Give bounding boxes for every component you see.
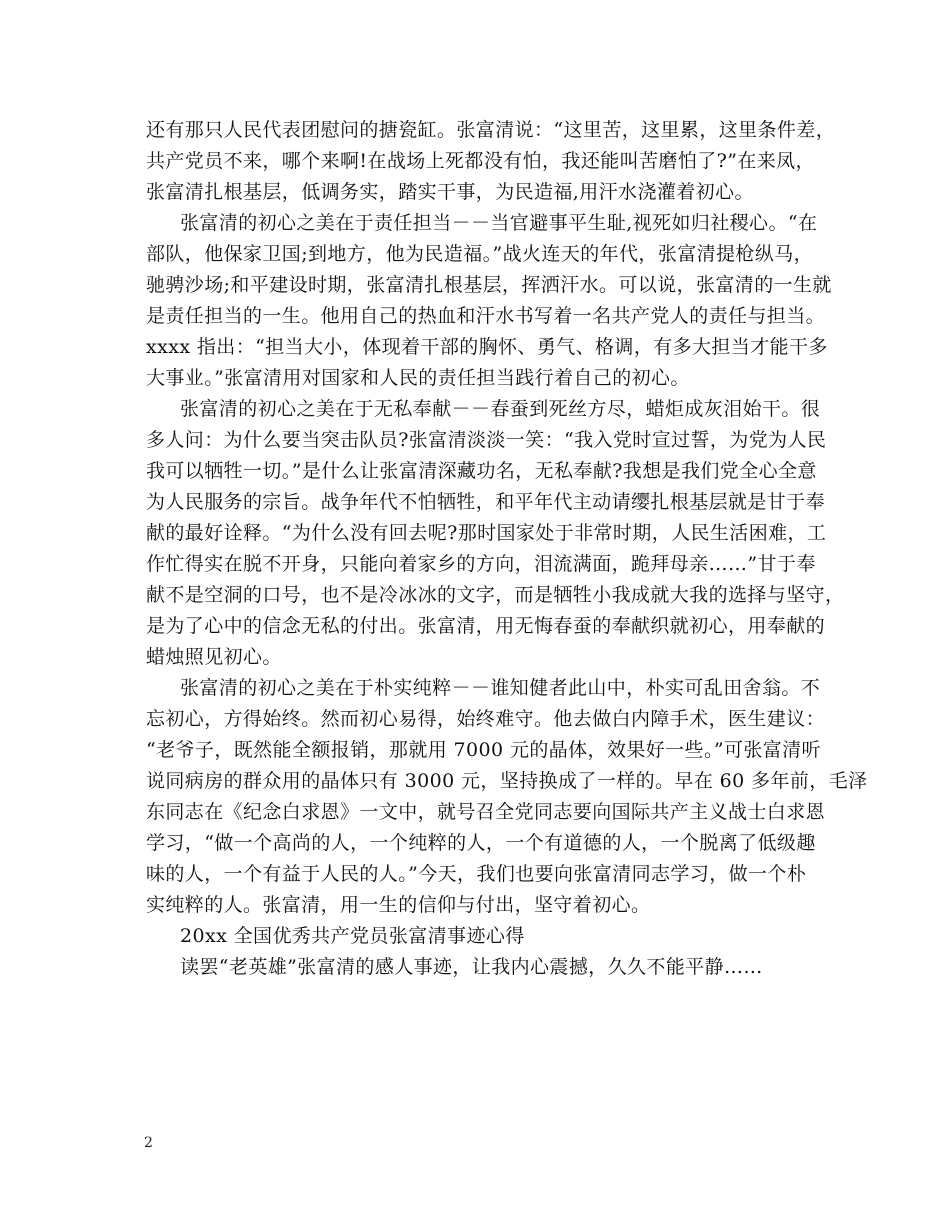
text-line: xxxx 指出：“担当大小，体现着干部的胸怀、勇气、格调，有多大担当才能干多: [146, 336, 828, 358]
text-line: 学习，“做一个高尚的人，一个纯粹的人，一个有道德的人，一个脱离了低级趣: [146, 832, 816, 854]
text-line: 还有那只人民代表团慰问的搪瓷缸。张富清说：“这里苦，这里累，这里条件差，: [146, 119, 836, 141]
text-line: 献不是空洞的口号，也不是冷冰冰的文字，而是牺牲小我成就大我的选择与坚守，: [146, 584, 845, 606]
text-line: 说同病房的群众用的晶体只有 3000 元，坚持换成了一样的。早在 60 多年前，毛泽: [146, 770, 868, 792]
paragraph-first-line: 张富清的初心之美在于无私奉献－－春蚕到死丝方尽，蜡炬成灰泪始干。很: [180, 398, 821, 420]
text-line: 多人问：为什么要当突击队员?张富清淡淡一笑：“我入党时宣过誓，为党为人民: [146, 429, 827, 451]
text-line: 驰骋沙场;和平建设时期，张富清扎根基层，挥洒汗水。可以说，张富清的一生就: [146, 274, 832, 296]
text-line: 张富清扎根基层，低调务实，踏实干事，为民造福,用汗水浇灌着初心。: [146, 181, 754, 203]
text-line: 大事业。”张富清用对国家和人民的责任担当践行着自己的初心。: [146, 367, 690, 389]
text-line: 献的最好诠释。“为什么没有回去呢?那时国家处于非常时期，人民生活困难，工: [146, 522, 827, 544]
text-line: 我可以牺牲一切。”是什么让张富清深藏功名，无私奉献?我想是我们党全心全意: [146, 460, 817, 482]
paragraph-first-line: 张富清的初心之美在于责任担当－－当官避事平生耻,视死如归社稷心。“在: [180, 212, 818, 234]
text-line: 蜡烛照见初心。: [146, 646, 282, 668]
text-line: 忘初心，方得始终。然而初心易得，始终难守。他去做白内障手术，医生建议：: [146, 708, 826, 730]
section-heading: 20xx 全国优秀共产党员张富清事迹心得: [180, 925, 525, 947]
body-text: [146, 115, 868, 983]
text-line: 东同志在《纪念白求恩》一文中，就号召全党同志要向国际共产主义战士白求恩: [146, 801, 826, 823]
text-line: 味的人，一个有益于人民的人。”今天，我们也要向张富清同志学习，做一个朴: [146, 863, 807, 885]
paragraph-first-line: 读罢“老英雄”张富清的感人事迹，让我内心震撼，久久不能平静……: [180, 956, 763, 978]
text-line: 是为了心中的信念无私的付出。张富清，用无悔春蚕的奉献织就初心，用奉献的: [146, 615, 826, 637]
text-line: “老爷子，既然能全额报销，那就用 7000 元的晶体，效果好一些。”可张富清听: [146, 739, 821, 761]
text-line: 共产党员不来，哪个来啊!在战场上死都没有怕，我还能叫苦磨怕了?”在来凤，: [146, 150, 815, 172]
text-line: 为人民服务的宗旨。战争年代不怕牺牲，和平年代主动请缨扎根基层就是甘于奉: [146, 491, 826, 513]
text-line: 部队，他保家卫国;到地方，他为民造福。”战火连天的年代，张富清提枪纵马，: [146, 243, 814, 265]
paragraph-first-line: 张富清的初心之美在于朴实纯粹－－谁知健者此山中，朴实可乱田舍翁。不: [180, 677, 821, 699]
text-line: 是责任担当的一生。他用自己的热血和汗水书写着一名共产党人的责任与担当。: [146, 305, 826, 327]
page-number: 2: [144, 1135, 153, 1151]
text-line: 实纯粹的人。张富清，用一生的信仰与付出，坚守着初心。: [146, 894, 651, 916]
text-line: 作忙得实在脱不开身，只能向着家乡的方向，泪流满面，跪拜母亲……”甘于奉: [146, 553, 816, 575]
